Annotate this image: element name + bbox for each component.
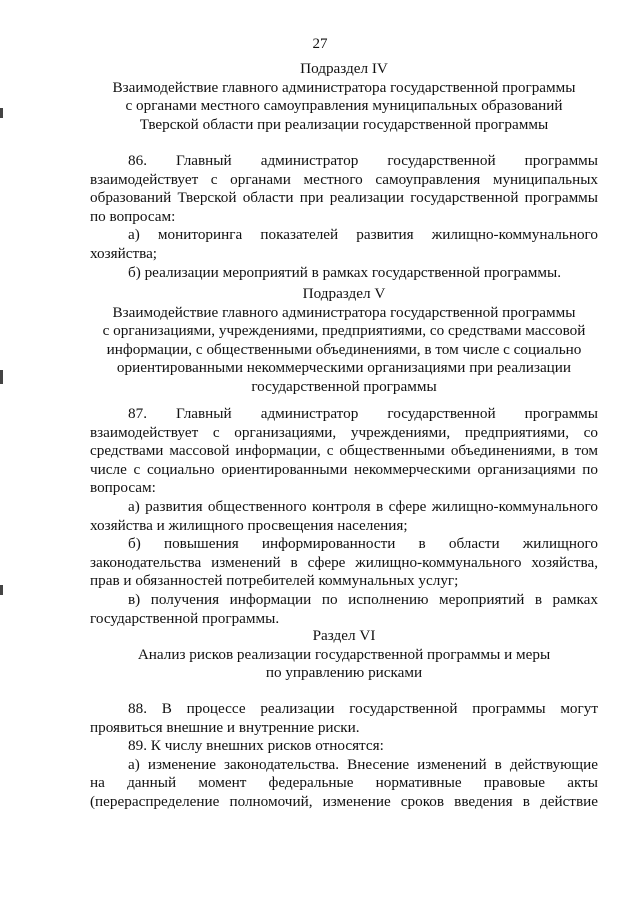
- paragraph-line: б) реализации мероприятий в рамках государственной программы.: [128, 263, 561, 281]
- subsection-5-title-line: государственной программы: [251, 377, 437, 395]
- section-6-header: [90, 627, 598, 683]
- paragraph-line: хозяйства;: [90, 244, 158, 262]
- paragraph-line: а) мониторинга показателей развития жилищно-коммунального: [128, 226, 598, 244]
- paragraph-88: [90, 700, 598, 812]
- section-6-title-line: по управлению рисками: [265, 664, 423, 682]
- paragraph-line: 86. Главный администратор государственной программы: [128, 152, 598, 169]
- paragraph-line: законодательства изменений в сфере жилищно-коммунального хозяйства,: [90, 553, 598, 571]
- subsection-4-heading: Подраздел IV: [300, 60, 388, 77]
- section-6-title-line: Анализ рисков реализации государственной программы и меры: [137, 645, 551, 663]
- paragraph-line: 89. К числу внешних рисков относятся:: [128, 737, 384, 755]
- paragraph-line: 87. Главный администратор государственной программы: [128, 405, 598, 422]
- paragraph-line: а) изменение законодательства. Внесение изменений в действующие: [128, 755, 598, 773]
- subsection-4-header: [90, 60, 598, 134]
- scan-edge-mark: [0, 585, 3, 595]
- paragraph-line: числе с социально ориентированными некоммерческими организациями по: [90, 460, 598, 478]
- paragraph-86: [90, 152, 598, 282]
- paragraph-line: хозяйства и жилищного просвещения населения;: [90, 516, 408, 534]
- paragraph-line: б) повышения информированности в области жилищного: [128, 535, 598, 553]
- scan-edge-mark: [0, 370, 3, 384]
- subsection-5-title-line: ориентированными некоммерческими организациями при реализации: [116, 359, 572, 377]
- page-number: 27: [312, 36, 328, 52]
- subsection-5-heading: Подраздел V: [302, 285, 386, 302]
- paragraph-line: на данный момент федеральные нормативные правовые акты: [90, 774, 598, 792]
- paragraph-line: в) получения информации по исполнению мероприятий в рамках: [128, 590, 598, 608]
- subsection-4-title-line: с органами местного самоуправления муниципальных образований: [125, 97, 563, 115]
- paragraph-line: прав и обязанностей потребителей коммунальных услуг;: [90, 572, 459, 590]
- paragraph-line: государственной программы.: [90, 609, 280, 627]
- paragraph-line: вопросам:: [90, 479, 156, 497]
- subsection-5-title-line: с организациями, учреждениями, предприятиями, со средствами массовой: [102, 322, 586, 340]
- paragraph-line: по вопросам:: [90, 207, 176, 225]
- subsection-5-header: [90, 285, 598, 397]
- subsection-4-title-line: Тверской области при реализации государственной программы: [139, 115, 549, 133]
- subsection-5-title-line: информации, с общественными объединениями, в том числе с социально: [106, 340, 582, 358]
- paragraph-line: 88. В процессе реализации государственной программы могут: [128, 700, 598, 717]
- paragraph-87: [90, 405, 598, 628]
- paragraph-line: а) развития общественного контроля в сфере жилищно-коммунального: [128, 497, 598, 515]
- paragraph-line: средствами массовой информации, с общественными объединениями, в том: [90, 442, 598, 460]
- paragraph-line: взаимодействует с организациями, учреждениями, предприятиями, со: [90, 423, 598, 441]
- paragraph-line: (перераспределение полномочий, изменение сроков введения в действие: [90, 792, 598, 810]
- scan-edge-mark: [0, 108, 3, 118]
- paragraph-line: взаимодействует с органами местного самоуправления муниципальных: [90, 170, 598, 188]
- paragraph-line: образований Тверской области при реализации государственной программы: [90, 189, 598, 207]
- paragraph-line: проявиться внешние и внутренние риски.: [90, 718, 360, 736]
- section-6-heading: Раздел VI: [312, 627, 376, 644]
- subsection-4-title-line: Взаимодействие главного администратора государственной программы: [112, 78, 576, 96]
- subsection-5-title-line: Взаимодействие главного администратора государственной программы: [112, 303, 576, 321]
